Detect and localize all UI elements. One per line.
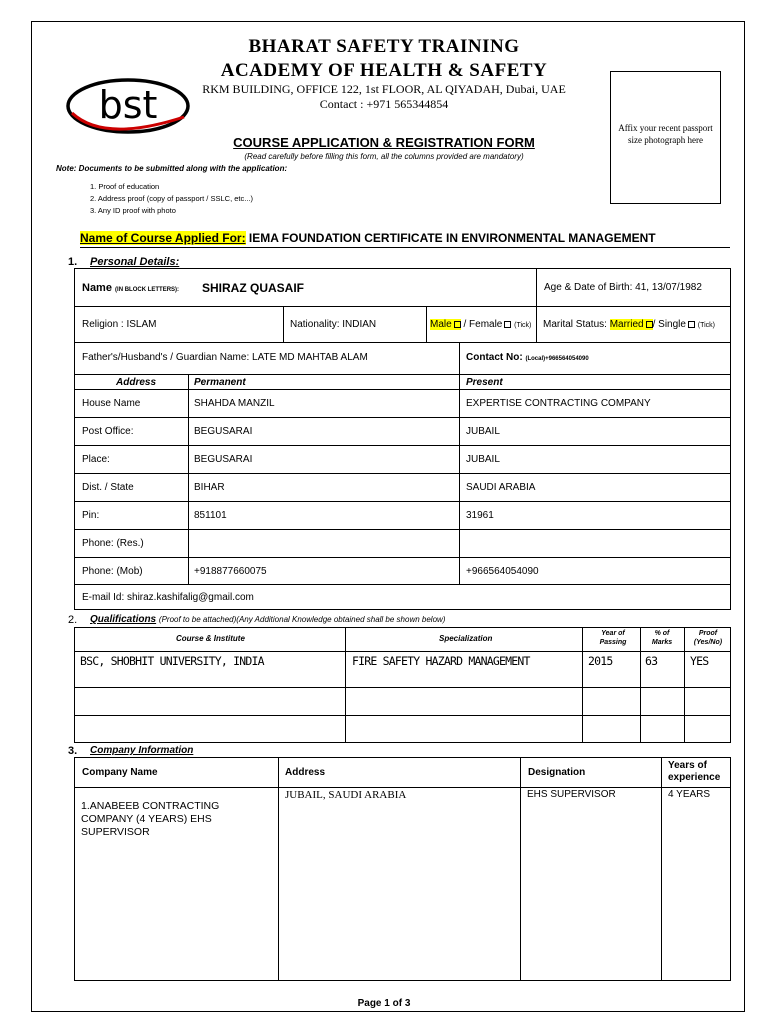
- permanent-header: Permanent: [194, 377, 246, 388]
- contact-value[interactable]: (Local)+966564054090: [525, 356, 589, 362]
- company-address[interactable]: JUBAIL, SAUDI ARABIA: [285, 789, 407, 801]
- name-field: [82, 282, 179, 294]
- course-value[interactable]: IEMA FOUNDATION CERTIFICATE IN ENVIRONMENTAL MANAGEMENT: [248, 231, 656, 245]
- marital-label: Marital Status:: [543, 319, 607, 330]
- qual-year[interactable]: 2015: [588, 654, 613, 668]
- company-header-address: Address: [285, 767, 326, 778]
- address-row-label: Phone: (Mob): [82, 566, 143, 577]
- course-applied: [80, 231, 656, 245]
- company-years[interactable]: 4 YEARS: [668, 789, 711, 800]
- qual-header-year: Year of Passing: [599, 630, 627, 646]
- address-row-label: Pin:: [82, 510, 100, 521]
- address-present[interactable]: JUBAIL: [466, 426, 500, 437]
- address-present[interactable]: +966564054090: [466, 566, 539, 577]
- company-header-name: Company Name: [82, 767, 158, 778]
- qual-header-proof: Proof (Yes/No): [693, 630, 723, 646]
- checkbox-icon[interactable]: [646, 321, 653, 328]
- marital-married[interactable]: Married: [610, 319, 653, 330]
- document-item: 3. Any ID proof with photo: [90, 206, 176, 215]
- org-contact: Contact : +971 565344854: [319, 97, 449, 111]
- course-label: Name of Course Applied For:: [80, 231, 246, 245]
- company-name[interactable]: 1.ANABEEB CONTRACTING COMPANY (4 YEARS) EHS SUPERVISOR: [81, 800, 220, 838]
- guardian-name[interactable]: Father's/Husband's / Guardian Name: LATE MD MAHTAB ALAM: [82, 352, 368, 363]
- religion[interactable]: Religion : ISLAM: [82, 319, 157, 330]
- gender-field: [430, 319, 531, 330]
- marital-field: [543, 319, 715, 330]
- address-present[interactable]: 31961: [466, 510, 494, 521]
- marital-single[interactable]: / Single: [652, 319, 686, 330]
- company-header-designation: Designation: [528, 767, 586, 778]
- address-present[interactable]: SAUDI ARABIA: [466, 482, 536, 493]
- address-present[interactable]: JUBAIL: [466, 454, 500, 465]
- qual-spec[interactable]: FIRE SAFETY HAZARD MANAGEMENT: [352, 654, 530, 668]
- section-num-qualifications: 2.: [68, 614, 78, 626]
- section-title-qualifications: Qualifications: [90, 614, 157, 625]
- org-address: RKM BUILDING, OFFICE 122, 1st FLOOR, AL QIYADAH, Dubai, UAE: [202, 82, 566, 96]
- gender-female[interactable]: / Female: [463, 319, 503, 330]
- address-permanent[interactable]: BIHAR: [194, 482, 225, 493]
- gender-male[interactable]: Male: [430, 319, 461, 330]
- read-note: (Read carefully before filling this form, all the columns provided are mandatory): [244, 152, 524, 161]
- org-name-line1: BHARAT SAFETY TRAINING: [248, 36, 520, 57]
- name-label: Name: [82, 282, 112, 294]
- qual-header-marks: % of Marks: [651, 630, 673, 646]
- address-row-label: Post Office:: [82, 426, 134, 437]
- address-permanent[interactable]: SHAHDA MANZIL: [194, 398, 275, 409]
- address-row-label: Phone: (Res.): [82, 538, 144, 549]
- address-header: Address: [116, 377, 157, 388]
- photo-box[interactable]: [610, 71, 721, 204]
- address-permanent[interactable]: 851101: [194, 510, 227, 521]
- qual-header-spec: Specialization: [439, 634, 493, 643]
- form-title: COURSE APPLICATION & REGISTRATION FORM: [233, 135, 535, 150]
- qual-header-course: Course & Institute: [176, 634, 245, 643]
- present-header: Present: [466, 377, 503, 388]
- name-value[interactable]: SHIRAZ QUASAIF: [202, 281, 304, 295]
- documents-note-title: Note: Documents to be submitted along with the application:: [56, 164, 288, 173]
- logo-text: bst: [98, 83, 158, 127]
- org-name-line2: ACADEMY OF HEALTH & SAFETY: [220, 60, 548, 81]
- address-permanent[interactable]: BEGUSARAI: [194, 426, 253, 437]
- qual-course[interactable]: BSC, SHOBHIT UNIVERSITY, INDIA: [80, 654, 264, 668]
- address-row-label: Place:: [82, 454, 110, 465]
- contact-field: [466, 352, 589, 363]
- qual-proof[interactable]: YES: [690, 654, 709, 668]
- checkbox-icon[interactable]: [688, 321, 695, 328]
- qualifications-heading: [90, 614, 445, 625]
- section-num-personal: 1.: [68, 256, 78, 268]
- checkbox-icon[interactable]: [454, 321, 461, 328]
- gender-tick-hint: (Tick): [514, 322, 532, 329]
- section-title-company: Company Information: [90, 745, 194, 756]
- age-dob[interactable]: Age & Date of Birth: 41, 13/07/1982: [544, 282, 702, 293]
- address-permanent[interactable]: +918877660075: [194, 566, 267, 577]
- company-header-years: Years of experience: [668, 760, 721, 783]
- photo-instructions: Affix your recent passport size photograph here: [618, 123, 713, 145]
- email-field[interactable]: E-mail Id: shiraz.kashifalig@gmail.com: [82, 592, 254, 603]
- address-permanent[interactable]: BEGUSARAI: [194, 454, 253, 465]
- address-present[interactable]: EXPERTISE CONTRACTING COMPANY: [466, 398, 651, 409]
- marital-tick-hint: (Tick): [697, 322, 715, 329]
- address-row-label: House Name: [82, 398, 141, 409]
- section-title-personal: Personal Details:: [90, 256, 180, 268]
- checkbox-icon[interactable]: [504, 321, 511, 328]
- nationality[interactable]: Nationality: INDIAN: [290, 319, 377, 330]
- contact-label: Contact No:: [466, 352, 523, 363]
- qual-marks[interactable]: 63: [645, 654, 658, 668]
- document-item: 2. Address proof (copy of passport / SSLC, etc...): [90, 194, 253, 203]
- qualifications-subtitle: (Proof to be attached)(Any Additional Knowledge obtained shall be shown below): [158, 615, 446, 624]
- document-item: 1. Proof of education: [90, 182, 160, 191]
- name-hint: (IN BLOCK LETTERS):: [115, 287, 180, 293]
- company-designation[interactable]: EHS SUPERVISOR: [527, 789, 616, 800]
- section-num-company: 3.: [68, 745, 78, 757]
- page-number: Page 1 of 3: [357, 998, 411, 1009]
- address-row-label: Dist. / State: [82, 482, 134, 493]
